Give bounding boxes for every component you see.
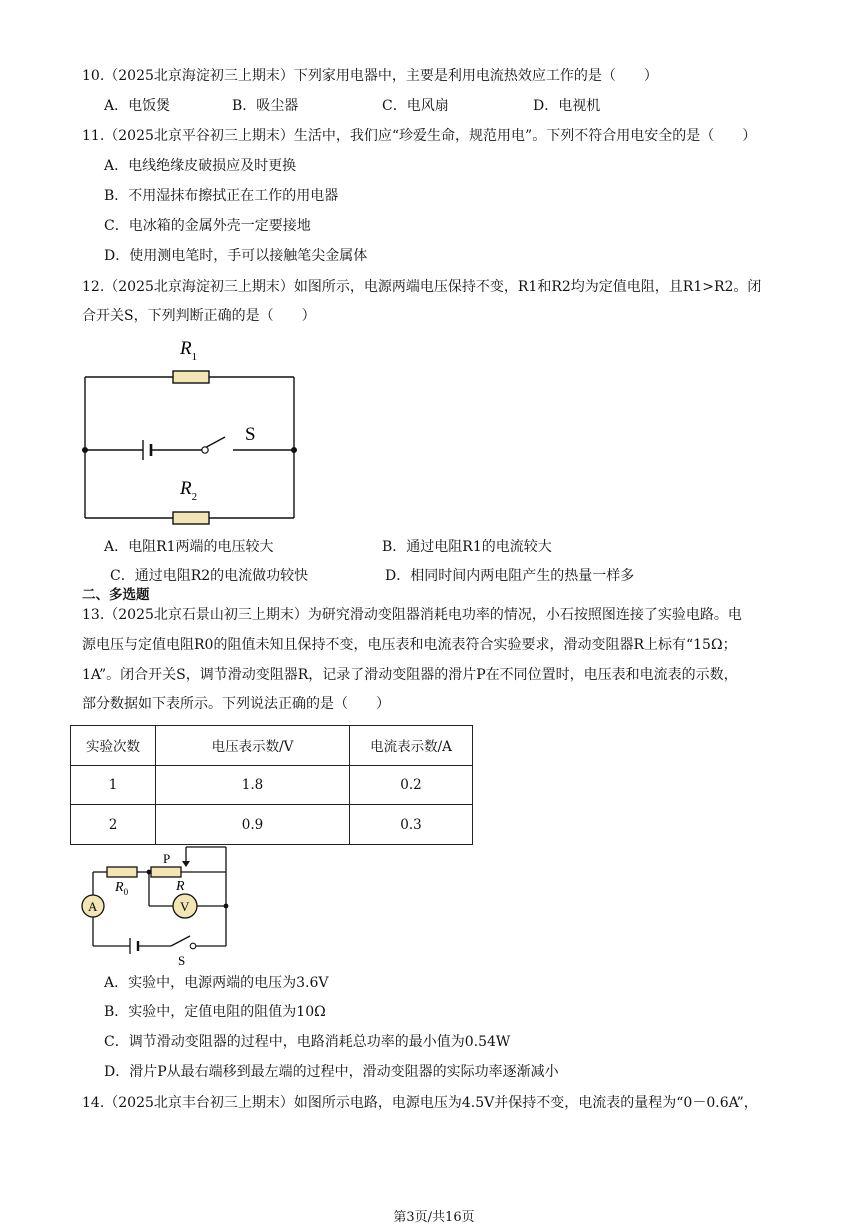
q13-stem-line3: 1A”。闭合开关S，调节滑动变阻器R，记录了滑动变阻器的滑片P在不同位置时，电压表和电流表的示数， — [82, 667, 738, 683]
junction-left — [82, 447, 88, 453]
table-cell: 1 — [71, 765, 156, 805]
q12-stem-line2: 合开关S，下列判断正确的是（ ） — [82, 308, 316, 324]
q12-option-a: A．电阻R1两端的电压较大 — [104, 539, 274, 555]
r1-resistor — [173, 371, 209, 383]
r2-label: $R_2$ — [180, 478, 198, 503]
junction-dot — [224, 904, 229, 909]
q11-option-b: B．不用湿抹布擦拭正在工作的用电器 — [104, 188, 339, 204]
q11-option-a: A．电线绝缘皮破损应及时更换 — [104, 158, 297, 174]
ammeter-label: A — [88, 899, 98, 914]
junction-right — [291, 447, 297, 453]
junction-dot — [147, 870, 152, 875]
q13-stem-line4: 部分数据如下表所示。下列说法正确的是（ ） — [82, 696, 390, 712]
battery-symbol — [130, 938, 138, 954]
switch-s-contact — [190, 943, 196, 949]
q13-stem-line1: 13.（2025北京石景山初三上期末）为研究滑动变阻器消耗电功率的情况，小石按照图连接了实验电路。电 — [82, 607, 742, 623]
q12-option-d: D．相同时间内两电阻产生的热量一样多 — [385, 568, 635, 584]
voltmeter-label: V — [180, 899, 190, 914]
q11-stem: 11.（2025北京平谷初三上期末）生活中，我们应“珍爱生命，规范用电”。下列不符合用电安全的是（ ） — [82, 128, 757, 144]
slider-p-arrow — [182, 861, 190, 867]
q11-option-d: D．使用测电笔时，手可以接触笔尖金属体 — [104, 248, 368, 264]
table-cell: 0.3 — [350, 805, 473, 845]
battery-symbol — [143, 440, 151, 460]
table-header-cell: 电压表示数/V — [156, 726, 350, 766]
table-header-row — [71, 726, 473, 766]
q10-option-d: D．电视机 — [533, 98, 601, 114]
q13-option-b: B．实验中，定值电阻的阻值为10Ω — [104, 1004, 326, 1020]
table-row — [71, 805, 473, 845]
q12-circuit-diagram — [70, 330, 310, 530]
r2-resistor — [173, 512, 209, 524]
slider-p-label: P — [163, 851, 171, 866]
q12-stem-line1: 12.（2025北京海淀初三上期末）如图所示，电源两端电压保持不变，R1和R2均为定值电阻，且R1>R2。闭 — [82, 279, 762, 295]
q10-stem: 10.（2025北京海淀初三上期末）下列家用电器中，主要是利用电流热效应工作的是（ ） — [82, 68, 658, 84]
q13-option-d: D．滑片P从最右端移到最左端的过程中，滑动变阻器的实际功率逐渐减小 — [104, 1064, 559, 1080]
q13-option-a: A．实验中，电源两端的电压为3.6V — [104, 975, 329, 991]
table-cell: 0.2 — [350, 765, 473, 805]
page-number-footer: 第3页/共16页 — [393, 1210, 475, 1225]
table-header-cell: 实验次数 — [71, 726, 156, 766]
table-cell: 0.9 — [156, 805, 350, 845]
table-cell: 1.8 — [156, 765, 350, 805]
q13-option-c: C．调节滑动变阻器的过程中，电路消耗总功率的最小值为0.54W — [104, 1034, 511, 1050]
q10-option-a: A．电饭煲 — [104, 98, 171, 114]
q10-option-c: C．电风扇 — [382, 98, 449, 114]
q11-option-c: C．电冰箱的金属外壳一定要接地 — [104, 218, 311, 234]
r0-label: $R_0$ — [115, 880, 129, 897]
q10-option-b: B．吸尘器 — [232, 98, 299, 114]
r0-resistor — [107, 867, 137, 877]
q12-option-b: B．通过电阻R1的电流较大 — [382, 539, 552, 555]
rheostat-label: R — [176, 879, 185, 894]
table-cell: 2 — [71, 805, 156, 845]
q14-stem: 14.（2025北京丰台初三上期末）如图所示电路，电源电压为4.5V并保持不变，电流表的量程为“0－0.6A”， — [82, 1095, 758, 1111]
q13-circuit-diagram — [75, 843, 240, 968]
r1-label: $R_1$ — [180, 338, 198, 363]
q13-data-table — [70, 725, 473, 845]
switch-s-label: S — [245, 424, 256, 445]
q13-stem-line2: 源电压与定值电阻R0的阻值未知且保持不变，电压表和电流表符合实验要求，滑动变阻器R上标有“15Ω； — [82, 637, 737, 653]
switch-s-label: S — [178, 953, 186, 968]
q12-option-c: C．通过电阻R2的电流做功较快 — [110, 568, 309, 584]
rheostat-r — [151, 867, 181, 877]
switch-s-contact — [202, 447, 208, 453]
table-header-cell: 电流表示数/A — [350, 726, 473, 766]
table-row — [71, 765, 473, 805]
section-heading-multiple-choice: 二、多选题 — [82, 587, 150, 603]
